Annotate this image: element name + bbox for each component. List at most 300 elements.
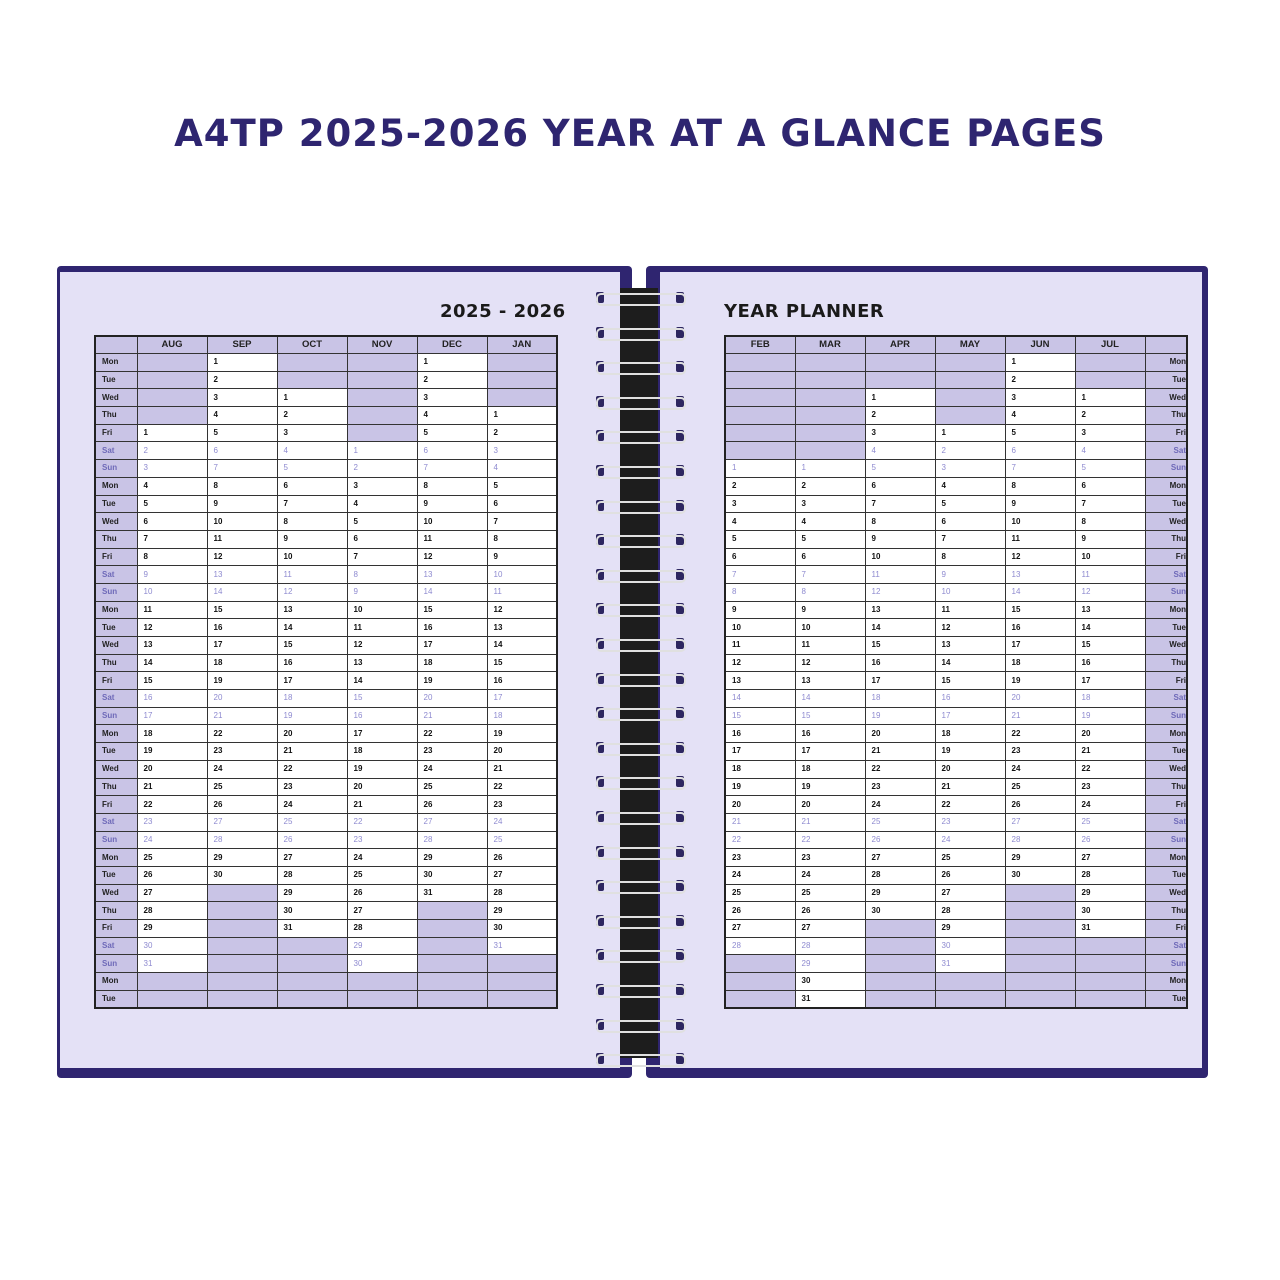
empty-cell (207, 902, 277, 920)
weekday-label: Mon (95, 354, 137, 372)
day-cell: 5 (935, 495, 1005, 513)
day-cell: 20 (1075, 725, 1145, 743)
day-cell: 17 (1005, 637, 1075, 655)
ring-wire (596, 293, 686, 306)
day-cell: 23 (795, 849, 865, 867)
day-cell: 7 (795, 566, 865, 584)
day-cell: 18 (725, 760, 795, 778)
calendar-row (725, 389, 1187, 407)
weekday-label: Mon (1145, 477, 1187, 495)
spiral-ring (596, 878, 686, 893)
calendar-row (95, 796, 557, 814)
day-cell: 18 (935, 725, 1005, 743)
day-cell: 23 (417, 743, 487, 761)
weekday-label: Tue (95, 371, 137, 389)
empty-cell (347, 371, 417, 389)
day-cell: 16 (725, 725, 795, 743)
day-cell: 12 (795, 654, 865, 672)
day-cell: 16 (1005, 619, 1075, 637)
day-cell: 21 (1005, 707, 1075, 725)
day-cell: 15 (417, 601, 487, 619)
weekday-label: Mon (95, 973, 137, 991)
day-cell: 5 (207, 424, 277, 442)
day-cell: 9 (207, 495, 277, 513)
day-cell: 8 (725, 583, 795, 601)
day-cell: 22 (935, 796, 1005, 814)
day-cell: 24 (417, 760, 487, 778)
day-cell: 30 (1005, 866, 1075, 884)
day-cell: 25 (207, 778, 277, 796)
calendar-row (725, 884, 1187, 902)
spiral-ring (596, 740, 686, 755)
day-cell: 13 (725, 672, 795, 690)
day-cell: 1 (1005, 354, 1075, 372)
day-cell: 24 (1075, 796, 1145, 814)
ring-wire (596, 708, 686, 721)
spiral-ring (596, 428, 686, 443)
day-cell: 28 (1075, 866, 1145, 884)
day-cell: 14 (1075, 619, 1145, 637)
day-cell: 18 (1075, 690, 1145, 708)
day-cell: 11 (1005, 530, 1075, 548)
day-cell: 16 (865, 654, 935, 672)
spiral-ring (596, 1051, 686, 1066)
day-cell: 10 (1005, 513, 1075, 531)
weekday-label: Wed (95, 760, 137, 778)
weekday-label: Sat (95, 937, 137, 955)
calendar-row (95, 937, 557, 955)
day-cell: 22 (417, 725, 487, 743)
day-cell: 11 (347, 619, 417, 637)
spiral-ring (596, 532, 686, 547)
ring-wire (596, 881, 686, 894)
month-header-dec: DEC (417, 336, 487, 354)
day-cell: 11 (1075, 566, 1145, 584)
day-cell: 29 (207, 849, 277, 867)
day-cell: 7 (935, 530, 1005, 548)
day-cell: 4 (1005, 407, 1075, 425)
ring-wire (596, 466, 686, 479)
day-cell: 21 (865, 743, 935, 761)
day-cell: 29 (1075, 884, 1145, 902)
day-cell: 4 (1075, 442, 1145, 460)
day-cell: 17 (1075, 672, 1145, 690)
day-cell: 24 (487, 813, 557, 831)
weekday-label: Tue (1145, 371, 1187, 389)
calendar-row (725, 460, 1187, 478)
day-cell: 6 (865, 477, 935, 495)
calendar-row (725, 796, 1187, 814)
day-cell: 26 (795, 902, 865, 920)
weekday-label: Thu (95, 902, 137, 920)
day-cell: 31 (277, 920, 347, 938)
day-cell: 25 (347, 866, 417, 884)
day-cell: 11 (137, 601, 207, 619)
weekday-label: Sat (1145, 442, 1187, 460)
day-cell: 17 (347, 725, 417, 743)
day-cell: 21 (935, 778, 1005, 796)
day-cell: 25 (487, 831, 557, 849)
weekday-label: Mon (95, 849, 137, 867)
empty-cell (865, 937, 935, 955)
day-cell: 12 (725, 654, 795, 672)
day-cell: 9 (935, 566, 1005, 584)
day-cell: 12 (277, 583, 347, 601)
weekday-label: Sat (1145, 813, 1187, 831)
day-cell: 5 (725, 530, 795, 548)
day-cell: 14 (487, 637, 557, 655)
weekday-label: Sat (1145, 690, 1187, 708)
day-cell: 8 (347, 566, 417, 584)
empty-cell (795, 442, 865, 460)
ring-wire (596, 1020, 686, 1033)
empty-cell (1005, 884, 1075, 902)
empty-cell (1005, 937, 1075, 955)
day-cell: 3 (795, 495, 865, 513)
calendar-row (725, 637, 1187, 655)
day-cell: 4 (795, 513, 865, 531)
day-cell: 26 (207, 796, 277, 814)
month-header-nov: NOV (347, 336, 417, 354)
day-cell: 15 (1005, 601, 1075, 619)
day-cell: 5 (417, 424, 487, 442)
weekday-label: Tue (1145, 619, 1187, 637)
day-cell: 23 (725, 849, 795, 867)
day-cell: 16 (277, 654, 347, 672)
day-cell: 24 (277, 796, 347, 814)
day-cell: 2 (277, 407, 347, 425)
day-cell: 3 (487, 442, 557, 460)
day-cell: 17 (417, 637, 487, 655)
day-cell: 26 (417, 796, 487, 814)
day-cell: 25 (725, 884, 795, 902)
day-cell: 6 (1075, 477, 1145, 495)
day-cell: 10 (347, 601, 417, 619)
day-cell: 4 (207, 407, 277, 425)
ring-wire (596, 1054, 686, 1067)
day-cell: 3 (935, 460, 1005, 478)
weekday-label: Sat (95, 813, 137, 831)
day-cell: 7 (487, 513, 557, 531)
day-cell: 18 (137, 725, 207, 743)
day-cell: 1 (207, 354, 277, 372)
calendar-row (95, 760, 557, 778)
empty-cell (277, 354, 347, 372)
day-cell: 3 (1075, 424, 1145, 442)
day-cell: 15 (865, 637, 935, 655)
calendar-row (95, 955, 557, 973)
day-cell: 27 (795, 920, 865, 938)
day-cell: 26 (487, 849, 557, 867)
spiral-ring (596, 671, 686, 686)
day-cell: 10 (725, 619, 795, 637)
day-cell: 15 (1075, 637, 1145, 655)
spiral-ring (596, 463, 686, 478)
weekday-label: Sun (1145, 831, 1187, 849)
day-cell: 9 (277, 530, 347, 548)
day-cell: 24 (795, 866, 865, 884)
day-cell: 16 (417, 619, 487, 637)
day-cell: 12 (137, 619, 207, 637)
weekday-label: Mon (95, 725, 137, 743)
day-cell: 28 (347, 920, 417, 938)
day-cell: 7 (347, 548, 417, 566)
day-cell: 10 (487, 566, 557, 584)
calendar-row (725, 548, 1187, 566)
day-cell: 15 (347, 690, 417, 708)
ring-wire (596, 674, 686, 687)
day-cell: 22 (277, 760, 347, 778)
month-header-jan: JAN (487, 336, 557, 354)
calendar-row (95, 920, 557, 938)
day-cell: 29 (347, 937, 417, 955)
day-cell: 6 (795, 548, 865, 566)
day-cell: 18 (207, 654, 277, 672)
day-cell: 20 (795, 796, 865, 814)
empty-cell (277, 937, 347, 955)
calendar-row (95, 902, 557, 920)
day-cell: 28 (865, 866, 935, 884)
left-calendar-table (94, 335, 558, 1009)
day-cell: 18 (277, 690, 347, 708)
day-cell: 21 (277, 743, 347, 761)
day-cell: 3 (725, 495, 795, 513)
calendar-row (95, 619, 557, 637)
weekday-label: Thu (1145, 654, 1187, 672)
day-cell: 25 (417, 778, 487, 796)
calendar-row (95, 990, 557, 1008)
calendar-row (95, 548, 557, 566)
day-cell: 28 (487, 884, 557, 902)
day-cell: 7 (865, 495, 935, 513)
day-cell: 7 (1075, 495, 1145, 513)
ring-wire (596, 639, 686, 652)
calendar-row (725, 407, 1187, 425)
day-cell: 18 (417, 654, 487, 672)
ring-wire (596, 743, 686, 756)
day-cell: 4 (865, 442, 935, 460)
weekday-label: Fri (95, 796, 137, 814)
weekday-header-corner (1145, 336, 1187, 354)
day-cell: 20 (347, 778, 417, 796)
day-cell: 28 (795, 937, 865, 955)
day-cell: 29 (1005, 849, 1075, 867)
empty-cell (1075, 371, 1145, 389)
calendar-row (95, 407, 557, 425)
empty-cell (725, 990, 795, 1008)
day-cell: 22 (1005, 725, 1075, 743)
day-cell: 4 (347, 495, 417, 513)
day-cell: 25 (795, 884, 865, 902)
empty-cell (347, 990, 417, 1008)
day-cell: 27 (935, 884, 1005, 902)
day-cell: 13 (935, 637, 1005, 655)
empty-cell (725, 407, 795, 425)
empty-cell (347, 424, 417, 442)
day-cell: 15 (207, 601, 277, 619)
calendar-row (95, 495, 557, 513)
day-cell: 11 (417, 530, 487, 548)
day-cell: 14 (207, 583, 277, 601)
weekday-label: Fri (95, 920, 137, 938)
empty-cell (417, 973, 487, 991)
day-cell: 20 (417, 690, 487, 708)
day-cell: 23 (865, 778, 935, 796)
day-cell: 30 (207, 866, 277, 884)
day-cell: 25 (1075, 813, 1145, 831)
day-cell: 10 (137, 583, 207, 601)
day-cell: 14 (795, 690, 865, 708)
empty-cell (137, 990, 207, 1008)
calendar-row (725, 530, 1187, 548)
month-header-oct: OCT (277, 336, 347, 354)
day-cell: 21 (795, 813, 865, 831)
weekday-label: Wed (1145, 389, 1187, 407)
day-cell: 12 (207, 548, 277, 566)
day-cell: 16 (137, 690, 207, 708)
weekday-label: Thu (1145, 530, 1187, 548)
day-cell: 20 (207, 690, 277, 708)
empty-cell (935, 354, 1005, 372)
day-cell: 2 (417, 371, 487, 389)
calendar-row (725, 778, 1187, 796)
day-cell: 2 (795, 477, 865, 495)
weekday-label: Sun (1145, 955, 1187, 973)
day-cell: 3 (137, 460, 207, 478)
spiral-ring (596, 290, 686, 305)
empty-cell (487, 990, 557, 1008)
day-cell: 1 (417, 354, 487, 372)
day-cell: 2 (347, 460, 417, 478)
day-cell: 7 (725, 566, 795, 584)
day-cell: 1 (795, 460, 865, 478)
day-cell: 8 (1075, 513, 1145, 531)
day-cell: 6 (137, 513, 207, 531)
day-cell: 20 (1005, 690, 1075, 708)
day-cell: 26 (935, 866, 1005, 884)
spiral-ring (596, 325, 686, 340)
day-cell: 31 (935, 955, 1005, 973)
ring-wire (596, 812, 686, 825)
day-cell: 4 (725, 513, 795, 531)
day-cell: 7 (137, 530, 207, 548)
empty-cell (1005, 973, 1075, 991)
calendar-row (725, 725, 1187, 743)
empty-cell (137, 389, 207, 407)
calendar-row (725, 866, 1187, 884)
day-cell: 2 (935, 442, 1005, 460)
day-cell: 2 (207, 371, 277, 389)
day-cell: 10 (277, 548, 347, 566)
empty-cell (725, 389, 795, 407)
day-cell: 28 (207, 831, 277, 849)
empty-cell (417, 955, 487, 973)
right-calendar-table (724, 335, 1188, 1009)
empty-cell (137, 973, 207, 991)
empty-cell (795, 354, 865, 372)
empty-cell (1075, 990, 1145, 1008)
weekday-label: Sun (1145, 460, 1187, 478)
empty-cell (487, 389, 557, 407)
day-cell: 28 (417, 831, 487, 849)
day-cell: 7 (1005, 460, 1075, 478)
day-cell: 26 (1005, 796, 1075, 814)
calendar-row (95, 371, 557, 389)
day-cell: 6 (277, 477, 347, 495)
day-cell: 18 (1005, 654, 1075, 672)
day-cell: 19 (1005, 672, 1075, 690)
calendar-row (95, 849, 557, 867)
day-cell: 1 (865, 389, 935, 407)
day-cell: 22 (487, 778, 557, 796)
empty-cell (207, 973, 277, 991)
day-cell: 17 (795, 743, 865, 761)
day-cell: 4 (417, 407, 487, 425)
empty-cell (725, 442, 795, 460)
calendar-row (95, 831, 557, 849)
day-cell: 2 (725, 477, 795, 495)
day-cell: 1 (137, 424, 207, 442)
weekday-label: Fri (1145, 920, 1187, 938)
day-cell: 13 (137, 637, 207, 655)
weekday-label: Sat (95, 566, 137, 584)
day-cell: 9 (865, 530, 935, 548)
weekday-label: Wed (1145, 884, 1187, 902)
day-cell: 27 (207, 813, 277, 831)
month-header-jul: JUL (1075, 336, 1145, 354)
day-cell: 11 (795, 637, 865, 655)
day-cell: 3 (347, 477, 417, 495)
empty-cell (865, 955, 935, 973)
calendar-row (95, 530, 557, 548)
day-cell: 2 (487, 424, 557, 442)
day-cell: 29 (865, 884, 935, 902)
empty-cell (277, 371, 347, 389)
day-cell: 10 (207, 513, 277, 531)
day-cell: 12 (935, 619, 1005, 637)
weekday-label: Sun (95, 955, 137, 973)
day-cell: 21 (207, 707, 277, 725)
day-cell: 30 (935, 937, 1005, 955)
day-cell: 29 (277, 884, 347, 902)
ring-wire (596, 985, 686, 998)
day-cell: 30 (865, 902, 935, 920)
empty-cell (725, 354, 795, 372)
ring-wire (596, 916, 686, 929)
empty-cell (137, 354, 207, 372)
empty-cell (1075, 354, 1145, 372)
weekday-label: Fri (95, 548, 137, 566)
weekday-label: Mon (1145, 973, 1187, 991)
ring-wire (596, 397, 686, 410)
day-cell: 3 (1005, 389, 1075, 407)
day-cell: 11 (865, 566, 935, 584)
day-cell: 28 (1005, 831, 1075, 849)
day-cell: 8 (137, 548, 207, 566)
day-cell: 31 (487, 937, 557, 955)
day-cell: 14 (725, 690, 795, 708)
day-cell: 20 (865, 725, 935, 743)
spiral-ring (596, 359, 686, 374)
day-cell: 17 (725, 743, 795, 761)
day-cell: 5 (1005, 424, 1075, 442)
day-cell: 25 (865, 813, 935, 831)
weekday-label: Sat (95, 442, 137, 460)
day-cell: 11 (935, 601, 1005, 619)
day-cell: 14 (277, 619, 347, 637)
calendar-row (95, 583, 557, 601)
day-cell: 21 (725, 813, 795, 831)
